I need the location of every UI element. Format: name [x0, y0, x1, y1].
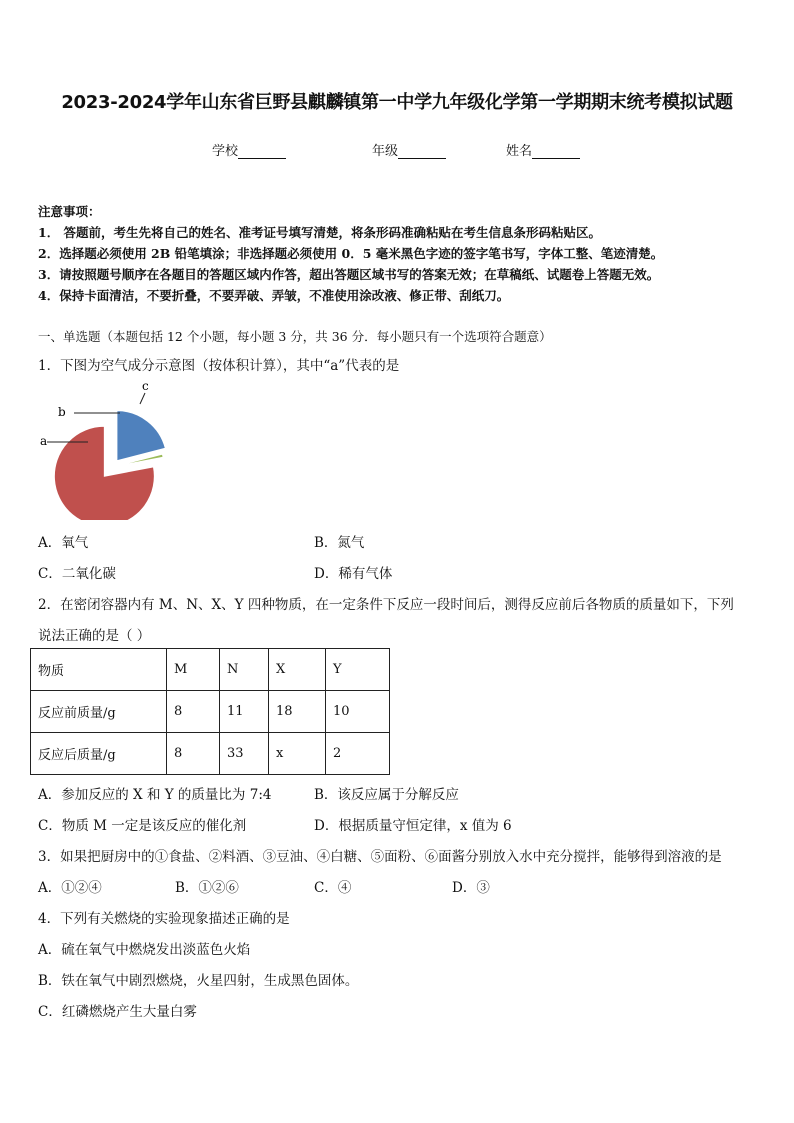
table-cell: 33 [220, 733, 269, 775]
notice-item: 2．选择题必须使用 2B 铅笔填涂；非选择题必须使用 0．5 毫米黑色字迹的签字笔书写，字体工整、笔迹清楚。 [38, 246, 664, 261]
q2-option-c[interactable]: C．物质 M 一定是该反应的催化剂 [38, 818, 247, 834]
table-cell: 反应前质量/g [31, 691, 167, 733]
table-cell: 18 [269, 691, 326, 733]
table-cell: 8 [167, 733, 220, 775]
q1-option-b[interactable]: B．氮气 [314, 535, 365, 551]
q1-option-c[interactable]: C．二氧化碳 [38, 566, 116, 582]
table-cell: 反应后质量/g [31, 733, 167, 775]
table-row [31, 691, 390, 733]
q2-option-b[interactable]: B．该反应属于分解反应 [314, 787, 459, 803]
table-header-cell: Y [326, 649, 390, 691]
grade-field [372, 140, 446, 159]
table-cell: 11 [220, 691, 269, 733]
table-header-cell: N [220, 649, 269, 691]
q4-option-c[interactable]: C．红磷燃烧产生大量白雾 [38, 1004, 197, 1020]
school-blank [238, 146, 286, 159]
table-header-cell: M [167, 649, 220, 691]
q2-stem-line2: 说法正确的是（ ） [38, 628, 151, 644]
table-header-row [31, 649, 390, 691]
table-cell: x [269, 733, 326, 775]
q4-option-a[interactable]: A．硫在氧气中燃烧发出淡蓝色火焰 [38, 942, 251, 958]
table-cell: 8 [167, 691, 220, 733]
name-blank [532, 146, 580, 159]
school-field [212, 140, 286, 159]
q2-stem-line1: 2．在密闭容器内有 M、N、X、Y 四种物质，在一定条件下反应一段时间后，测得反应前后各物质的质量如下，下列 [38, 597, 734, 613]
q4-option-b[interactable]: B．铁在氧气中剧烈燃烧，火星四射，生成黑色固体。 [38, 973, 359, 989]
table-row [31, 733, 390, 775]
q2-option-a[interactable]: A．参加反应的 X 和 Y 的质量比为 7:4 [38, 787, 272, 803]
label-line-c [140, 393, 145, 404]
q3-option-d[interactable]: D．③ [452, 880, 490, 896]
chart-label-a: a [40, 434, 48, 448]
page-title: 2023-2024学年山东省巨野县麒麟镇第一中学九年级化学第一学期期末统考模拟试题 [61, 92, 733, 113]
mass-table [30, 648, 390, 775]
name-label: 姓名 [506, 144, 533, 159]
notice-item: 3．请按照题号顺序在各题目的答题区域内作答，超出答题区域书写的答案无效；在草稿纸、试题卷上答题无效。 [38, 267, 660, 282]
q3-option-a[interactable]: A．①②④ [38, 880, 102, 896]
notice-item: 1． 答题前，考生先将自己的姓名、准考证号填写清楚，将条形码准确粘贴在考生信息条形码粘贴区。 [38, 225, 602, 240]
q3-stem: 3．如果把厨房中的①食盐、②料酒、③豆油、④白糖、⑤面粉、⑥面酱分别放入水中充分搅拌，能够得到溶液的是 [38, 849, 722, 865]
chart-label-c: c [142, 379, 149, 393]
grade-label: 年级 [372, 144, 399, 159]
air-composition-pie-chart [30, 375, 190, 520]
chart-label-b: b [58, 405, 66, 419]
q1-option-a[interactable]: A．氧气 [38, 535, 89, 551]
school-label: 学校 [212, 144, 239, 159]
q1-stem: 1．下图为空气成分示意图（按体积计算），其中“a”代表的是 [38, 358, 400, 374]
notice-item: 4．保持卡面清洁，不要折叠，不要弄破、弄皱，不准使用涂改液、修正带、刮纸刀。 [38, 288, 510, 303]
table-cell: 10 [326, 691, 390, 733]
q1-option-d[interactable]: D．稀有气体 [314, 566, 393, 582]
q4-stem: 4．下列有关燃烧的实验现象描述正确的是 [38, 911, 290, 927]
table-cell: 2 [326, 733, 390, 775]
section-heading: 一、单选题（本题包括 12 个小题，每小题 3 分，共 36 分．每小题只有一个选项符合题意） [38, 329, 552, 344]
q2-option-d[interactable]: D．根据质量守恒定律，x 值为 6 [314, 818, 512, 834]
table-header-cell: 物质 [31, 649, 167, 691]
q3-option-b[interactable]: B．①②⑥ [175, 880, 239, 896]
q3-option-c[interactable]: C．④ [314, 880, 352, 896]
notice-heading: 注意事项： [38, 204, 101, 219]
pie-slice-c [117, 411, 165, 461]
table-header-cell: X [269, 649, 326, 691]
grade-blank [398, 146, 446, 159]
name-field [506, 140, 580, 159]
